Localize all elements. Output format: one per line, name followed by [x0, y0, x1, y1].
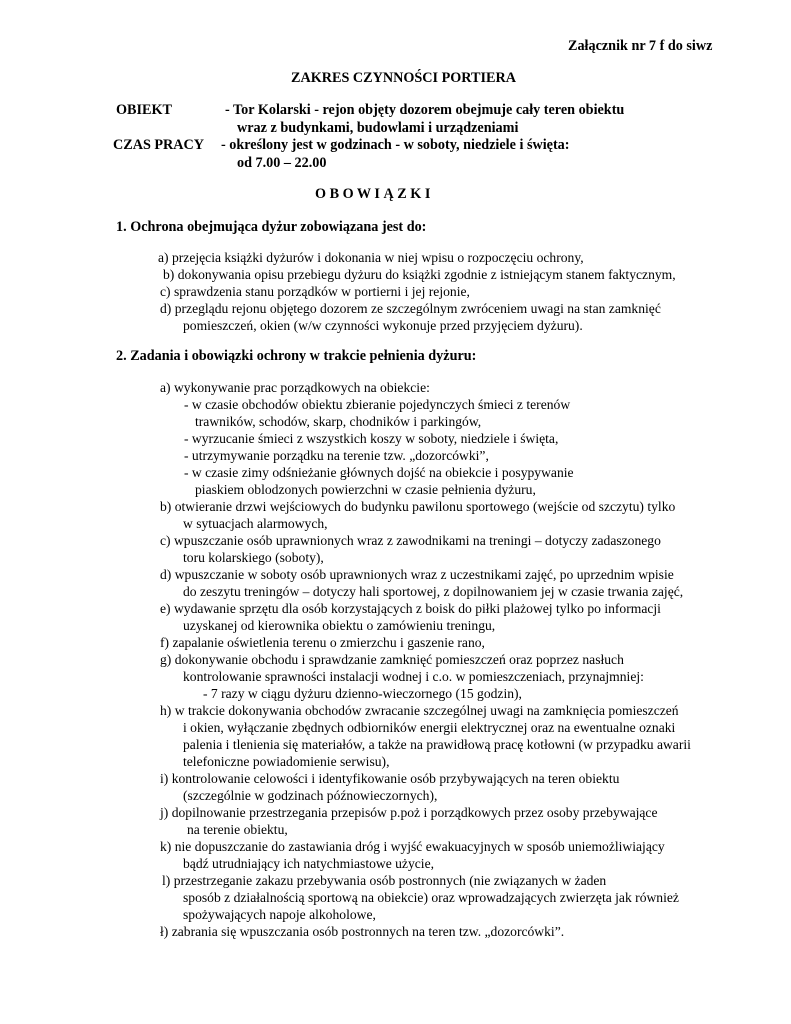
section-2-line: - w czasie obchodów obiektu zbieranie pojedynczych śmieci z terenów	[184, 397, 571, 412]
section-2-line: f) zapalanie oświetlenia terenu o zmierzchu i gaszenie rano,	[160, 635, 485, 650]
section-2-line: d) wpuszczanie w soboty osób uprawnionych wraz z uczestnikami zajęć, po uprzednim wpisie	[160, 567, 674, 582]
section-2-line: k) nie dopuszczanie do zastawiania dróg i wyjść ewakuacyjnych w sposób uniemożliwiający	[160, 839, 665, 854]
section-2-line: - 7 razy w ciągu dyżuru dzienno-wieczornego (15 godzin),	[203, 686, 522, 701]
section-2-line: kontrolowanie sprawności instalacji wodnej i c.o. w pomieszczeniach, przynajmniej:	[183, 669, 644, 684]
section-2-line: - utrzymywanie porządku na terenie tzw. „dozorcówki”,	[184, 448, 489, 463]
object-label: OBIEKT	[116, 102, 172, 118]
section-2-line: toru kolarskiego (soboty),	[183, 550, 324, 565]
section-2-line: - wyrzucanie śmieci z wszystkich koszy w soboty, niedziele i święta,	[184, 431, 559, 446]
section-2-line: g) dokonywanie obchodu i sprawdzanie zamknięć pomieszczeń oraz poprzez nasłuch	[160, 652, 624, 667]
duties-heading: O B O W I Ą Z K I	[315, 186, 431, 202]
section-2-line: telefoniczne powiadomienie serwisu),	[183, 754, 390, 769]
section-1-item: d) przeglądu rejonu objętego dozorem ze szczególnym zwróceniem uwagi na stan zamknięć	[160, 301, 661, 316]
section-1-heading: 1. Ochrona obejmująca dyżur zobowiązana jest do:	[116, 219, 427, 235]
section-2-line: j) dopilnowanie przestrzegania przepisów p.poż i porządkowych przez osoby przebywające	[160, 805, 658, 820]
section-2-line: sposób z działalnością sportową na obiekcie) oraz wprowadzających zwierzęta jak również	[183, 890, 679, 905]
section-2-heading: 2. Zadania i obowiązki ochrony w trakcie pełnienia dyżuru:	[116, 348, 477, 364]
section-1-item: c) sprawdzenia stanu porządków w portierni i jej rejonie,	[160, 284, 470, 299]
section-1-item: a) przejęcia książki dyżurów i dokonania w niej wpisu o rozpoczęciu ochrony,	[158, 250, 584, 265]
section-2-line: i) kontrolowanie celowości i identyfikowanie osób przybywających na teren obiektu	[160, 771, 620, 786]
section-2-line: ł) zabrania się wpuszczania osób postronnych na teren tzw. „dozorcówki”.	[160, 924, 565, 939]
section-2-line: do zeszytu treningów – dotyczy hali sportowej, z dopilnowaniem jej w czasie trwania zajęć,	[183, 584, 684, 599]
section-1-item: b) dokonywania opisu przebiegu dyżuru do książki zgodnie z istniejącym stanem faktycznym,	[163, 267, 676, 282]
work-time-label: CZAS PRACY	[113, 137, 205, 153]
section-2-line: piaskiem oblodzonych powierzchni w czasie pełnienia dyżuru,	[195, 482, 536, 497]
section-2-line: uzyskanej od kierownika obiektu o zamówieniu treningu,	[183, 618, 496, 633]
section-2-line: bądź utrudniający ich natychmiastowe użycie,	[183, 856, 435, 871]
section-2-line: a) wykonywanie prac porządkowych na obiekcie:	[160, 380, 430, 395]
object-line-2: wraz z budynkami, budowlami i urządzeniami	[237, 120, 519, 136]
section-2-line: trawników, schodów, skarp, chodników i parkingów,	[195, 414, 482, 429]
section-2-line: b) otwieranie drzwi wejściowych do budynku pawilonu sportowego (wejście od szczytu) tylko	[160, 499, 676, 514]
section-2-line: i okien, wyłączanie zbędnych odbiorników energii elektrycznej oraz na ewentualne oznaki	[183, 720, 676, 735]
section-2-line: l) przestrzeganie zakazu przebywania osób postronnych (nie związanych w żaden	[162, 873, 607, 888]
section-2-line: h) w trakcie dokonywania obchodów zwracanie szczególnej uwagi na zamknięcia pomieszczeń	[160, 703, 679, 718]
section-2-line: - w czasie zimy odśnieżanie głównych dojść na obiekcie i posypywanie	[184, 465, 574, 480]
work-time-line-1: - określony jest w godzinach - w soboty, niedziele i święta:	[221, 137, 570, 153]
document-title: ZAKRES CZYNNOŚCI PORTIERA	[291, 70, 516, 86]
object-line-1: - Tor Kolarski - rejon objęty dozorem obejmuje cały teren obiektu	[225, 102, 625, 118]
section-2-line: w sytuacjach alarmowych,	[183, 516, 328, 531]
attachment-label: Załącznik nr 7 f do siwz	[568, 38, 713, 54]
section-2-line: (szczególnie w godzinach późnowieczornych),	[183, 788, 438, 803]
section-2-line: c) wpuszczanie osób uprawnionych wraz z zawodnikami na treningi – dotyczy zadaszonego	[160, 533, 661, 548]
section-2-line: na terenie obiektu,	[187, 822, 288, 837]
section-1-item-continuation: pomieszczeń, okien (w/w czynności wykonuje przed przyjęciem dyżuru).	[183, 318, 583, 333]
section-2-line: spożywających napoje alkoholowe,	[183, 907, 376, 922]
work-time-line-2: od 7.00 – 22.00	[237, 155, 327, 171]
section-2-line: e) wydawanie sprzętu dla osób korzystających z boisk do piłki plażowej tylko po informacji	[160, 601, 661, 616]
section-2-line: palenia i tlenienia się materiałów, a także na prawidłową pracę kotłowni (w przypadku awarii	[183, 737, 691, 752]
